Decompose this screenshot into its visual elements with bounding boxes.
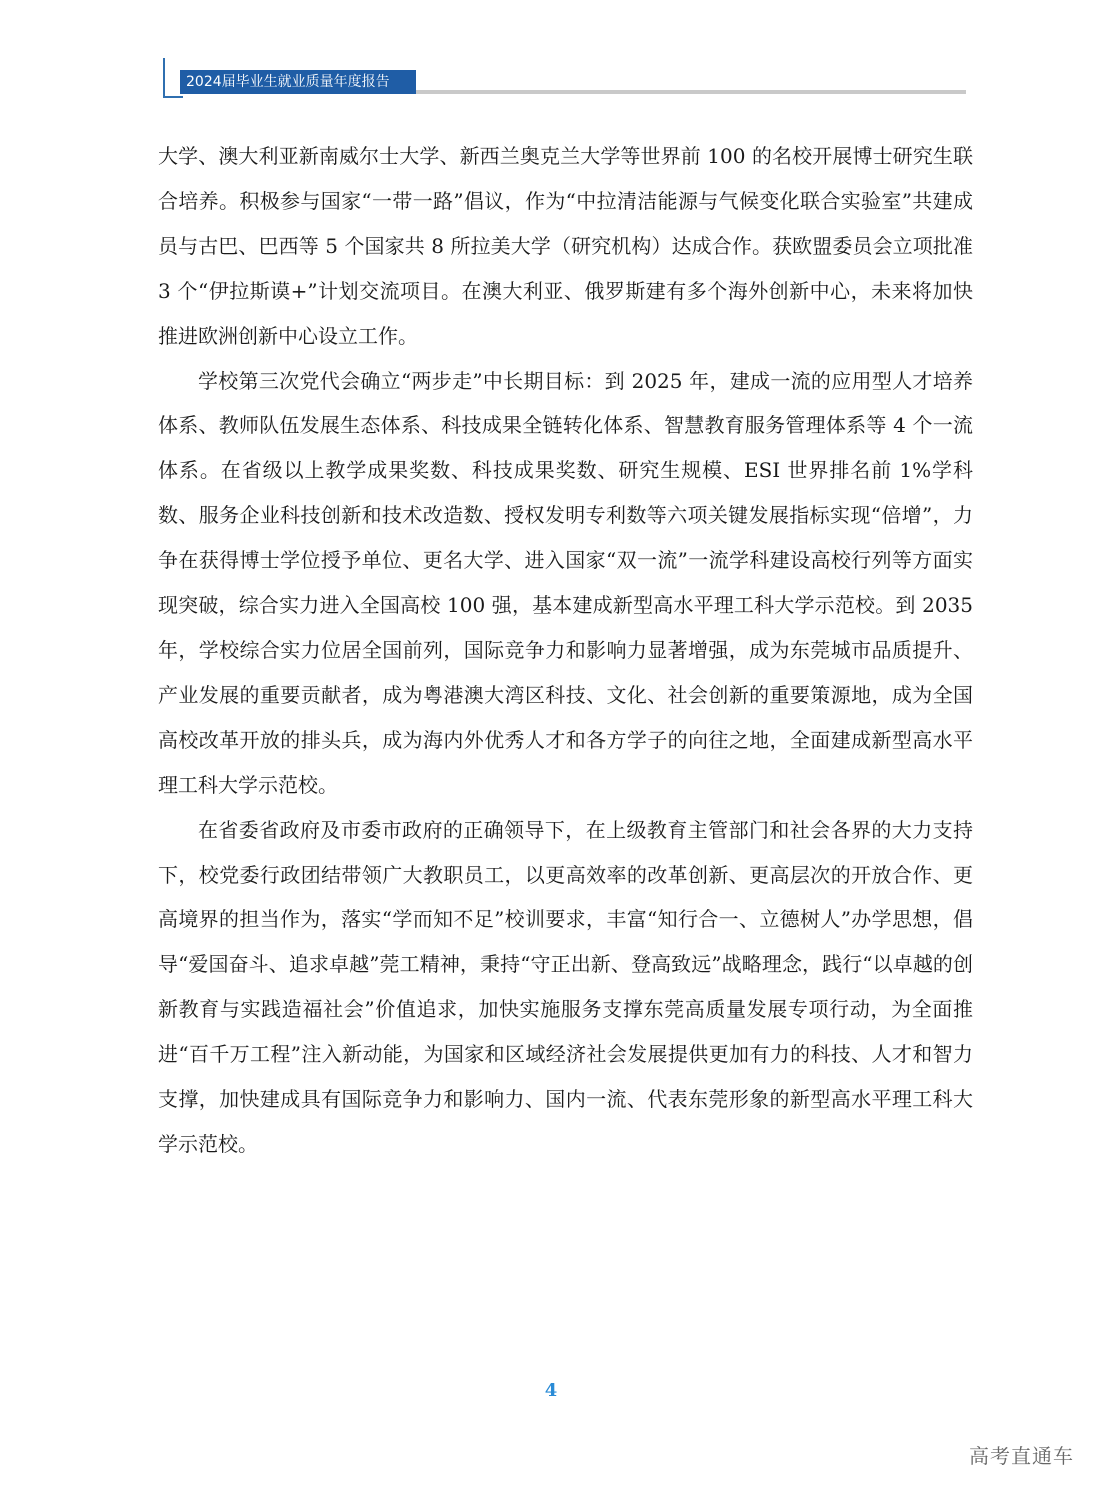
paragraph-development-goals: 学校第三次党代会确立“两步走”中长期目标：到 2025 年，建成一流的应用型人才培养体系、教师队伍发展生态体系、科技成果全链转化体系、智慧教育服务管理体系等 4 个一流体系。在省级以上教学成果奖数、科技成果奖数、研究生规模、ESI 世界排名前 1%学科数、服务企业科技创新和技术改造数、授权发明专利数等六项关键发展指标实现“倍增”，力争在获得博士学位授予单位、更名大学、进入国家“双一流”一流学科建设高校行列等方面实现突破，综合实力进入全国高校 100 强，基本建成新型高水平理工科大学示范校。到 2035 年，学校综合实力位居全国前列，国际竞争力和影响力显著增强，成为东莞城市品质提升、产业发展的重要贡献者，成为粤港澳大湾区科技、文化、社会创新的重要策源地，成为全国高校改革开放的排头兵，成为海内外优秀人才和各方学子的向往之地，全面建成新型高水平理工科大学示范校。 xyxy=(158,368,973,797)
paragraph-leadership-vision: 在省委省政府及市委市政府的正确领导下，在上级教育主管部门和社会各界的大力支持下，校党委行政团结带领广大教职员工，以更高效率的改革创新、更高层次的开放合作、更高境界的担当作为，落实“学而知不足”校训要求，丰富“知行合一、立德树人”办学思想，倡导“爱国奋斗、追求卓越”莞工精神，秉持“守正出新、登高致远”战略理念，践行“以卓越的创新教育与实践造福社会”价值追求，加快实施服务支撑东莞高质量发展专项行动，为全面推进“百千万工程”注入新动能，为国家和区域经济社会发展提供更加有力的科技、人才和智力支撑，加快建成具有国际竞争力和影响力、国内一流、代表东莞形象的新型高水平理工科大学示范校。 xyxy=(158,817,973,1156)
watermark-text: 高考直通车 xyxy=(969,1444,1074,1468)
document-body xyxy=(158,134,973,1167)
header-divider xyxy=(416,90,966,94)
page-number: 4 xyxy=(544,1380,558,1401)
paragraph-international-cooperation: 大学、澳大利亚新南威尔士大学、新西兰奥克兰大学等世界前 100 的名校开展博士研究生联合培养。积极参与国家“一带一路”倡议，作为“中拉清洁能源与气候变化联合实验室”共建成员与古巴、巴西等 5 个国家共 8 所拉美大学（研究机构）达成合作。获欧盟委员会立项批准 3 个“伊拉斯谟+”计划交流项目。在澳大利亚、俄罗斯建有多个海外创新中心，未来将加快推进欧洲创新中心设立工作。 xyxy=(158,144,973,348)
report-title-banner: 2024届毕业生就业质量年度报告 xyxy=(180,70,416,94)
